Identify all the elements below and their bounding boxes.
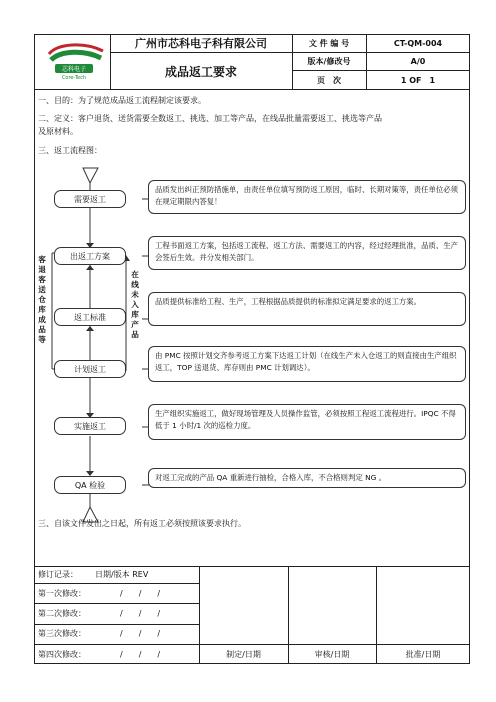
right-side-label: 在线未入库产品 bbox=[131, 270, 139, 339]
page-value: 1 OF 1 bbox=[400, 76, 436, 85]
flow-step-need-rework: 需要返工 bbox=[54, 190, 126, 208]
revision-row-2-date: / / / bbox=[120, 609, 161, 618]
revision-row-2: 第二次修改： bbox=[38, 609, 86, 618]
note-need-rework: 品质发出纠正预防措施单，由责任单位填写预防返工原因，临时、长期对策等，责任单位必须在规定期限内答复！ bbox=[148, 180, 466, 214]
file-number-value: CT-QM-004 bbox=[393, 39, 443, 48]
revision-line-2 bbox=[34, 603, 199, 604]
revision-row-1-date: / / / bbox=[120, 589, 161, 598]
section-execution: 三、自该文件发出之日起，所有返工必须按照该要求执行。 bbox=[38, 519, 246, 528]
page-label: 页 次 bbox=[317, 76, 341, 85]
revision-row-3: 第三次修改： bbox=[38, 629, 86, 638]
note-implement-rework: 生产组织实施返工，做好现场管理及人员操作监管，必须按照工程返工流程进行。IPQC 不得低于 1 小时/1 次的巡检力度。 bbox=[148, 404, 466, 440]
header-bottom-line bbox=[34, 89, 470, 90]
revision-row-4: 第四次修改： bbox=[38, 650, 86, 659]
revision-line-3 bbox=[34, 624, 199, 625]
section-flow-title: 三、返工流程图： bbox=[38, 146, 102, 155]
note-rework-standard: 品质提供标准给工程、生产，工程根据品质提供的标准拟定满足要求的返工方案。 bbox=[148, 292, 466, 326]
revision-row-4-date: / / / bbox=[120, 650, 161, 659]
logo-cn-text: 芯科电子 bbox=[61, 66, 87, 73]
flow-step-rework-standard: 返工标准 bbox=[54, 308, 126, 326]
revision-row-1: 第一次修改： bbox=[38, 589, 86, 598]
version-label: 版本/修改号 bbox=[307, 57, 351, 66]
file-number-label: 文 件 编 号 bbox=[308, 39, 350, 48]
section-definition-line1: 二、定义：客户退货、送货需要全数返工、挑选、加工等产品，在线品批量需要返工、挑选等产品 bbox=[38, 114, 382, 123]
start-triangle bbox=[83, 168, 98, 183]
audit-date-label: 审核/日期 bbox=[314, 650, 350, 659]
made-date-label: 制定/日期 bbox=[226, 650, 261, 659]
document-title: 成品返工要求 bbox=[164, 65, 237, 79]
revision-row-3-date: / / / bbox=[120, 629, 161, 638]
approve-date-label: 批准/日期 bbox=[405, 650, 441, 659]
flow-step-rework-plan: 出返工方案 bbox=[54, 247, 126, 265]
flow-step-plan-rework: 计划返工 bbox=[54, 360, 126, 378]
header-divider-2 bbox=[292, 70, 470, 71]
company-logo bbox=[43, 40, 109, 80]
note-rework-plan: 工程书面返工方案，包括返工流程、返工方法、需要返工的内容，经过经理批准，品质、生产会签后生效。并分发相关部门。 bbox=[148, 236, 466, 270]
revision-date-version: 日期/版本 REV bbox=[95, 570, 149, 579]
section-purpose: 一、目的：为了规范成品返工流程制定该要求。 bbox=[38, 96, 206, 105]
logo-en-text: Core-Tech bbox=[61, 75, 87, 80]
section-definition-line2: 及原材料。 bbox=[38, 127, 78, 136]
note-plan-rework: 由 PMC 按照计划交齐参考返工方案下达返工计划（在线生产未入仓返工的则直接由生产组织返工，TOP 送退货、库存则由 PMC 计划调达）。 bbox=[148, 346, 466, 382]
left-side-label: 客退客送仓库成品等 bbox=[38, 255, 46, 344]
flow-step-implement-rework: 实施返工 bbox=[54, 417, 126, 435]
version-value: A/0 bbox=[410, 57, 426, 66]
note-qa-inspection: 对返工完成的产品 QA 重新进行抽检，合格入库，不合格则判定 NG 。 bbox=[148, 468, 466, 488]
revision-line-4 bbox=[34, 644, 470, 645]
revision-record-label: 修订记录： bbox=[38, 570, 78, 579]
company-name: 广州市芯科电子科有限公司 bbox=[135, 37, 267, 50]
revision-line-1 bbox=[34, 583, 199, 584]
header-divider-1 bbox=[110, 52, 470, 53]
flow-step-qa-inspection: QA 检验 bbox=[54, 476, 126, 494]
revision-top-line bbox=[34, 566, 470, 567]
